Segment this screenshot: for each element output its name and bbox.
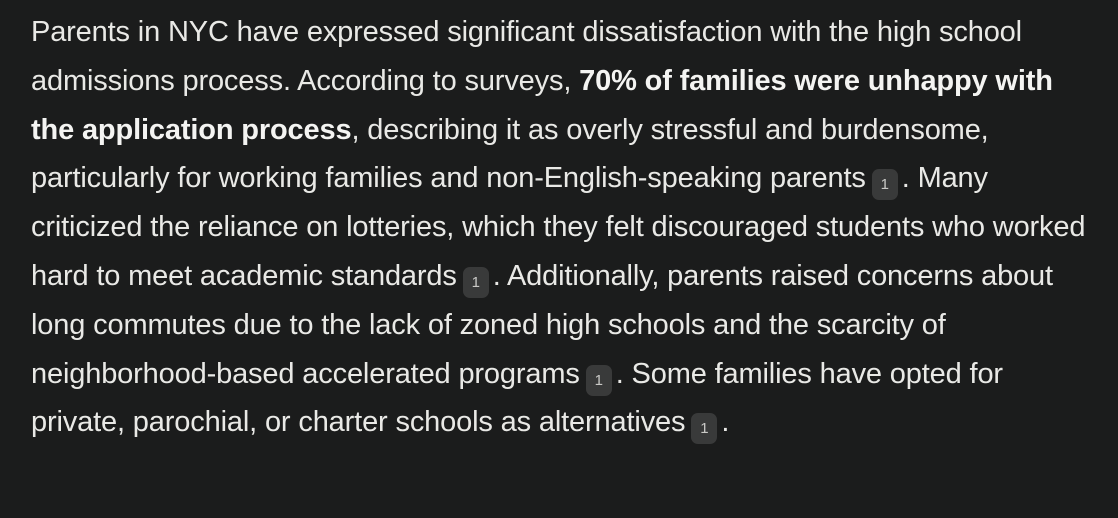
highlighted-statistic: 70% of families were unhappy with the application process (31, 64, 1053, 146)
citation-badge[interactable]: 1 (463, 267, 489, 298)
citation-badge[interactable]: 1 (586, 365, 612, 396)
citation-badge[interactable]: 1 (872, 169, 898, 200)
citation-badge[interactable]: 1 (691, 413, 717, 444)
answer-text-segment: . Some families have opted for private, parochial, or charter schools as alternatives (31, 357, 1003, 439)
answer-text-segment: . Additionally, parents raised concerns about long commutes due to the lack of zoned high schools and the scarcity of neighborhood-based accelerated programs (31, 259, 1053, 390)
answer-text-segment: , describing it as overly stressful and burdensome, particularly for working families and non-English-speaking parents (31, 113, 989, 195)
answer-paragraph (31, 8, 1101, 447)
answer-text-segment: Parents in NYC have expressed significant dissatisfaction with the high school admissions process. According to surveys, (31, 16, 1022, 97)
answer-text-segment: . (721, 406, 730, 439)
answer-text-segment: . Many criticized the reliance on lotteries, which they felt discouraged students who worked hard to meet academic standards (31, 162, 1086, 292)
answer-text (31, 8, 1101, 447)
